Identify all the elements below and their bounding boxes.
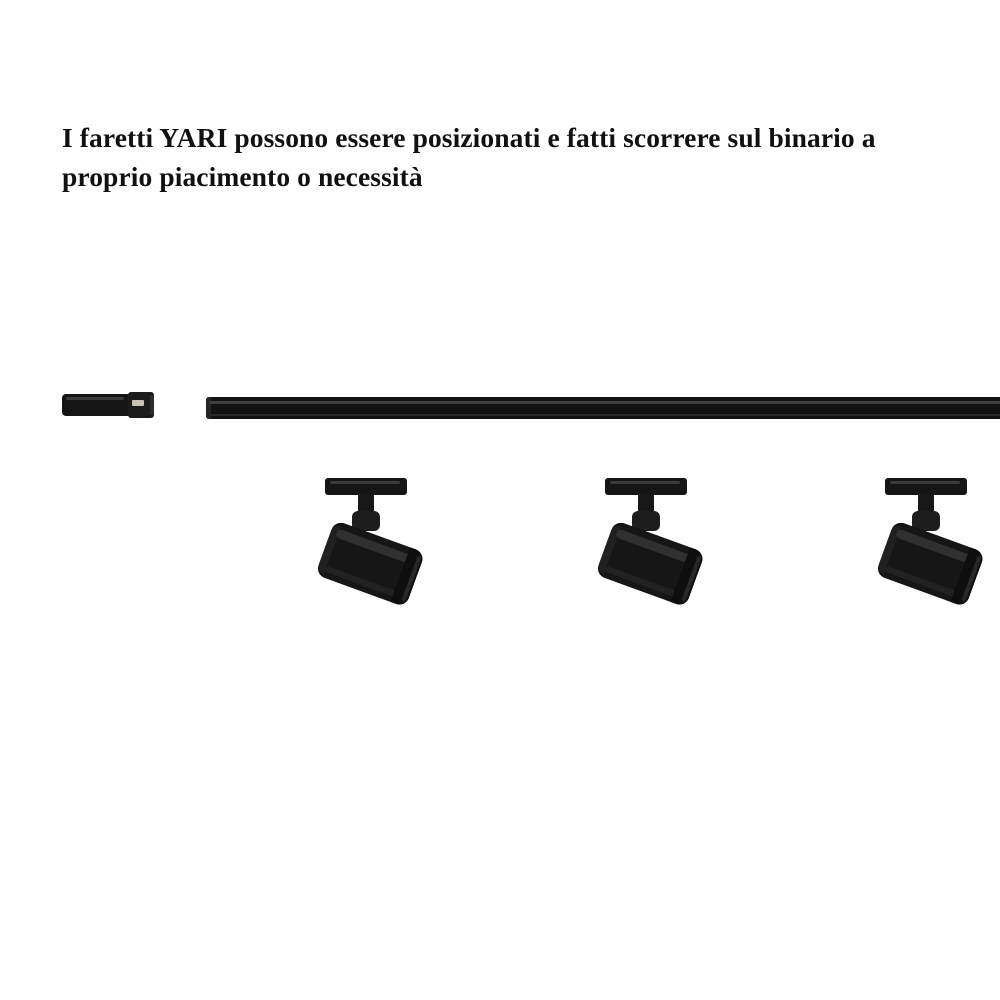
connector-end-cap bbox=[150, 395, 154, 415]
spotlight-track-adapter bbox=[605, 478, 687, 495]
spotlight-head bbox=[315, 520, 425, 607]
spotlight-track-adapter bbox=[325, 478, 407, 495]
spotlight-track-adapter bbox=[885, 478, 967, 495]
spotlight-3 bbox=[885, 478, 1000, 608]
connector-body bbox=[62, 394, 132, 416]
spotlight-highlight bbox=[895, 529, 973, 565]
track-power-connector bbox=[62, 392, 154, 418]
spotlight-2 bbox=[605, 478, 755, 608]
track-groove-upper bbox=[209, 401, 1000, 404]
spotlight-head bbox=[595, 520, 705, 607]
spotlight-shadow bbox=[605, 566, 677, 597]
spotlight-head bbox=[875, 520, 985, 607]
product-illustration bbox=[0, 330, 1000, 690]
spotlight-shadow bbox=[885, 566, 957, 597]
spotlight-1 bbox=[325, 478, 475, 608]
page-title: I faretti YARI possono essere posizionati e fatti scorrere sul binario a proprio piacimento o necessità bbox=[62, 122, 876, 193]
spotlight-highlight bbox=[615, 529, 693, 565]
track-rail bbox=[206, 397, 1000, 419]
track-groove-lower bbox=[209, 414, 1000, 416]
spotlight-highlight bbox=[335, 529, 413, 565]
spotlight-shadow bbox=[325, 566, 397, 597]
